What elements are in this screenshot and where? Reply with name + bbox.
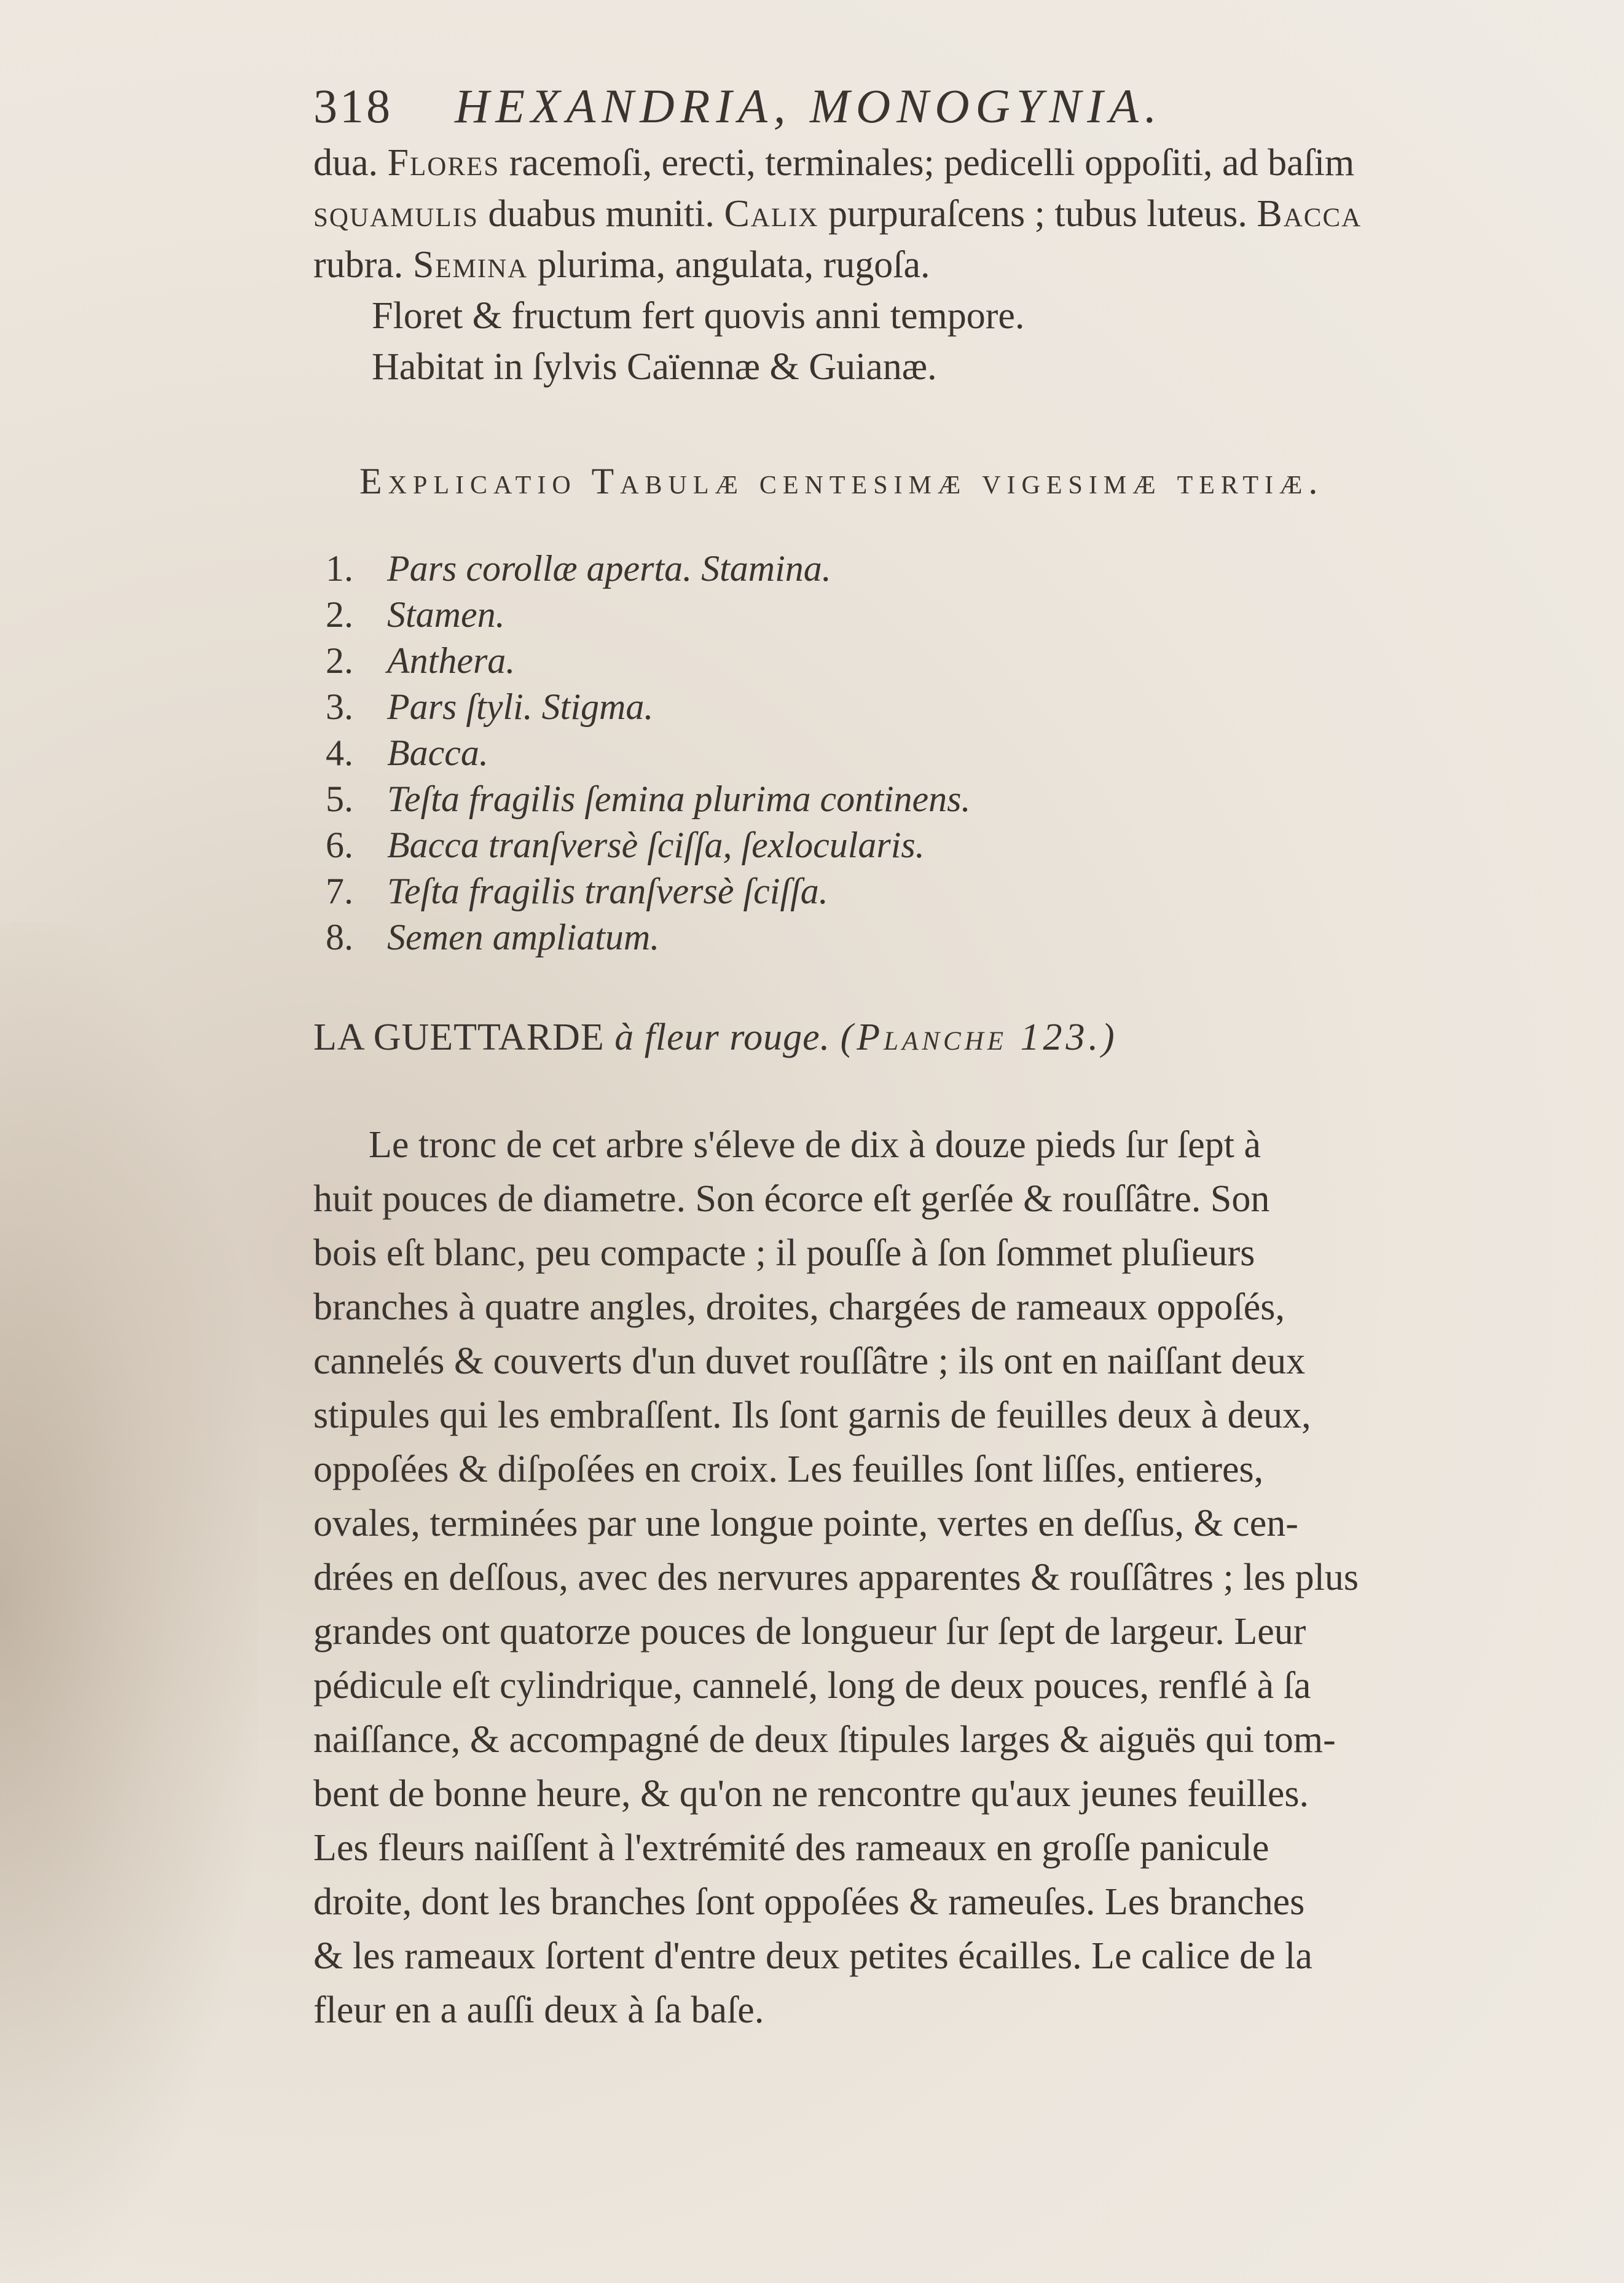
- flowering-line: Floret & fructum fert quovis anni tempore.: [372, 294, 1025, 337]
- figure-caption: Semen ampliatum.: [387, 916, 660, 957]
- book-page: [313, 80, 1567, 2037]
- term-flores: Flores: [387, 141, 500, 184]
- description-paragraph: [313, 1118, 1567, 2037]
- figure-item: [326, 638, 1567, 684]
- term-bacca: Bacca: [1257, 192, 1362, 235]
- figure-number: 8.: [326, 916, 353, 957]
- figure-number: 3.: [326, 686, 353, 727]
- section-qualifier: à fleur rouge.: [614, 1016, 831, 1058]
- section-heading: [313, 1016, 1567, 1059]
- figure-number: 6.: [326, 824, 353, 865]
- body-line: & les rameaux ſortent d'entre deux petites écailles. Le calice de la: [313, 1935, 1312, 1977]
- explicatio-heading: Explicatio Tabulæ centesimæ vigesimæ tertiæ.: [359, 460, 1324, 501]
- figure-caption: Bacca.: [387, 732, 488, 773]
- body-line: cannelés & couverts d'un duvet rouſſâtre ; ils ont en naiſſant deux: [313, 1340, 1306, 1382]
- text-run: rubra.: [313, 243, 413, 286]
- figure-item: [326, 684, 1567, 730]
- intro-paragraph: [313, 138, 1567, 393]
- body-line: ovales, terminées par une longue pointe, vertes en deſſus, & cen-: [313, 1502, 1298, 1544]
- figure-item: [326, 776, 1567, 822]
- body-line: Les fleurs naiſſent à l'extrémité des rameaux en groſſe panicule: [313, 1826, 1269, 1869]
- figure-item: [326, 592, 1567, 638]
- text-run: racemoſi, erecti, terminales; pedicelli oppoſiti, ad baſim: [500, 141, 1355, 184]
- page-number: 318: [313, 79, 393, 133]
- figure-caption: Bacca tranſversè ſciſſa, ſexlocularis.: [387, 824, 925, 865]
- figure-number: 2.: [326, 640, 353, 681]
- figure-number: 5.: [326, 778, 353, 819]
- figure-number: 2.: [326, 594, 353, 635]
- body-line: bent de bonne heure, & qu'on ne rencontre qu'aux jeunes feuilles.: [313, 1772, 1309, 1815]
- plate-reference: (Planche 123.): [840, 1016, 1118, 1058]
- figure-item: [326, 914, 1567, 961]
- body-line: Le tronc de cet arbre s'éleve de dix à douze pieds ſur ſept à: [369, 1123, 1261, 1166]
- body-line: droite, dont les branches ſont oppoſées & rameuſes. Les branches: [313, 1880, 1305, 1923]
- text-run: duabus muniti.: [478, 192, 724, 235]
- term-calix: Calix: [724, 192, 819, 235]
- figure-item: [326, 868, 1567, 914]
- figure-caption: Stamen.: [387, 594, 505, 635]
- intro-line: [313, 240, 1567, 291]
- running-head: [313, 80, 1567, 133]
- body-line: bois eſt blanc, peu compacte ; il pouſſe à ſon ſommet pluſieurs: [313, 1232, 1255, 1274]
- intro-line: [313, 189, 1567, 240]
- body-line: drées en deſſous, avec des nervures apparentes & rouſſâtres ; les plus: [313, 1556, 1359, 1598]
- figure-caption: Pars corollæ aperta. Stamina.: [387, 548, 831, 589]
- body-line: naiſſance, & accompagné de deux ſtipules larges & aiguës qui tom-: [313, 1718, 1336, 1761]
- figure-number: 7.: [326, 870, 353, 911]
- text-run: plurima, angulata, rugoſa.: [528, 243, 930, 286]
- figure-item: [326, 822, 1567, 868]
- text-run: dua.: [313, 141, 388, 184]
- text-run: purpuraſcens ; tubus luteus.: [818, 192, 1257, 235]
- running-title: HEXANDRIA, MONOGYNIA.: [455, 79, 1163, 133]
- body-line: pédicule eſt cylindrique, cannelé, long de deux pouces, renflé à ſa: [313, 1664, 1311, 1707]
- figure-number: 1.: [326, 548, 353, 589]
- intro-line: [313, 138, 1567, 189]
- term-semina: Semina: [412, 243, 528, 286]
- figure-caption: Teſta fragilis ſemina plurima continens.: [387, 778, 971, 819]
- figure-caption: Anthera.: [387, 640, 516, 681]
- term-squamulis: squamulis: [313, 192, 479, 235]
- figure-number: 4.: [326, 732, 353, 773]
- page-shadow: [0, 922, 258, 2283]
- body-line: branches à quatre angles, droites, chargées de rameaux oppoſés,: [313, 1286, 1285, 1328]
- body-line: grandes ont quatorze pouces de longueur ſur ſept de largeur. Leur: [313, 1610, 1306, 1652]
- section-name: LA GUETTARDE: [313, 1016, 605, 1058]
- body-line: oppoſées & diſpoſées en croix. Les feuilles ſont liſſes, entieres,: [313, 1448, 1264, 1490]
- figure-caption: Teſta fragilis tranſversè ſciſſa.: [387, 870, 828, 911]
- figure-item: [326, 730, 1567, 776]
- figure-list: [326, 546, 1567, 961]
- body-line: huit pouces de diametre. Son écorce eſt gerſée & rouſſâtre. Son: [313, 1177, 1270, 1220]
- body-line: fleur en a auſſi deux à ſa baſe.: [313, 1989, 764, 2031]
- body-line: stipules qui les embraſſent. Ils ſont garnis de feuilles deux à deux,: [313, 1394, 1311, 1436]
- habitat-line: Habitat in ſylvis Caïennæ & Guianæ.: [372, 345, 937, 388]
- figure-item: [326, 546, 1567, 592]
- figure-caption: Pars ſtyli. Stigma.: [387, 686, 654, 727]
